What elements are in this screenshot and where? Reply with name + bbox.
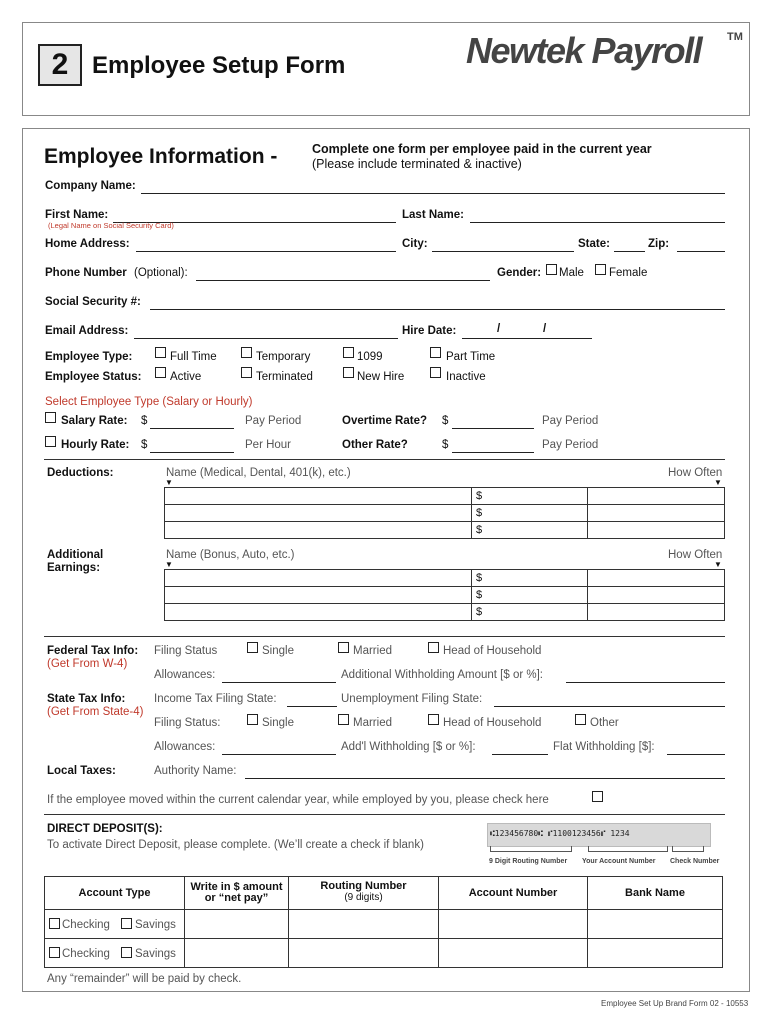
federal-filing-status-label: Filing Status	[154, 645, 218, 657]
earning-name-cell[interactable]	[165, 570, 472, 587]
deductions-name-arrow-icon: ▼	[165, 478, 173, 487]
status-new-hire-label: New Hire	[357, 371, 405, 383]
deduction-frequency-cell[interactable]	[588, 488, 725, 505]
one-form-note: Complete one form per employee paid in the current year	[312, 142, 652, 156]
col-account-number: Account Number	[439, 877, 588, 910]
table-header-row	[45, 877, 723, 910]
other-rate-label: Other Rate?	[342, 439, 408, 451]
divider-pay	[44, 459, 725, 460]
state-field[interactable]	[614, 239, 645, 252]
deductions-label: Deductions:	[47, 467, 114, 479]
email-label: Email Address:	[45, 325, 129, 337]
gender-male-checkbox[interactable]	[546, 264, 557, 275]
deductions-how-often-label: How Often	[668, 467, 723, 479]
earning-name-cell[interactable]	[165, 587, 472, 604]
legend-account: Your Account Number	[582, 858, 656, 865]
deduction-frequency-cell[interactable]	[588, 505, 725, 522]
state-other-label: Other	[590, 717, 619, 729]
divider-moved	[44, 814, 725, 815]
per-hour-label: Per Hour	[245, 439, 292, 451]
table-row	[165, 505, 725, 522]
row2-checking-checkbox[interactable]	[49, 947, 60, 958]
state-hoh-label: Head of Household	[443, 717, 542, 729]
overtime-rate-field[interactable]	[452, 416, 534, 429]
col-routing-number: Routing Number (9 digits)	[289, 877, 439, 910]
additional-earnings-label-2: Earnings:	[47, 562, 101, 574]
hire-date-label: Hire Date:	[402, 325, 457, 337]
gender-male-label: Male	[559, 267, 584, 279]
remainder-note: Any “remainder” will be paid by check.	[47, 973, 242, 985]
col-amount: Write in $ amount or “net pay”	[185, 877, 289, 910]
earning-frequency-cell[interactable]	[588, 604, 725, 621]
earnings-name-hint: Name (Bonus, Auto, etc.)	[166, 549, 295, 561]
deduction-name-cell[interactable]	[165, 522, 472, 539]
table-row	[165, 488, 725, 505]
income-filing-state-field[interactable]	[287, 694, 337, 707]
overtime-dollar: $	[442, 415, 449, 427]
hire-date-sep-1: /	[497, 323, 501, 335]
state-married-label: Married	[353, 717, 392, 729]
status-inactive-checkbox[interactable]	[430, 367, 441, 378]
last-name-label: Last Name:	[402, 209, 464, 221]
deduction-amount-cell[interactable]: $	[472, 522, 588, 539]
earning-amount-cell[interactable]: $	[472, 604, 588, 621]
state-tax-label: State Tax Info:	[47, 693, 126, 705]
phone-optional-label: (Optional):	[134, 267, 188, 279]
salary-pay-period-label: Pay Period	[245, 415, 302, 427]
other-rate-field[interactable]	[452, 440, 534, 453]
legend-routing: 9 Digit Routing Number	[489, 858, 568, 865]
email-field[interactable]	[134, 326, 398, 339]
row1-checking-checkbox[interactable]	[49, 918, 60, 929]
type-full-time-label: Full Time	[170, 351, 217, 363]
company-name-label: Company Name:	[45, 180, 136, 192]
check-micr-line: ⑆123456780⑆ ⑈1100123456⑈ 1234	[490, 829, 630, 838]
account-number-cell[interactable]	[439, 910, 588, 939]
ssn-field[interactable]	[150, 297, 725, 310]
gender-female-checkbox[interactable]	[595, 264, 606, 275]
federal-tax-source: (Get From W-4)	[47, 658, 128, 670]
hire-date-field[interactable]	[462, 326, 592, 339]
table-row	[45, 939, 723, 968]
deduction-name-cell[interactable]	[165, 505, 472, 522]
include-terminated-note: (Please include terminated & inactive)	[312, 157, 522, 171]
state-flat-withholding-field[interactable]	[667, 742, 725, 755]
company-name-field[interactable]	[141, 181, 725, 194]
federal-married-checkbox[interactable]	[338, 642, 349, 653]
phone-field[interactable]	[196, 268, 490, 281]
moved-checkbox[interactable]	[592, 791, 603, 802]
state-single-checkbox[interactable]	[247, 714, 258, 725]
hourly-dollar: $	[141, 439, 148, 451]
salary-rate-label: Salary Rate:	[61, 415, 128, 427]
deductions-table	[164, 487, 725, 539]
row2-savings-checkbox[interactable]	[121, 947, 132, 958]
last-name-field[interactable]	[470, 210, 725, 223]
employee-status-label: Employee Status:	[45, 371, 142, 383]
state-tax-source: (Get From State-4)	[47, 706, 144, 718]
state-allowances-label: Allowances:	[154, 741, 216, 753]
deduction-name-cell[interactable]	[165, 488, 472, 505]
federal-hoh-checkbox[interactable]	[428, 642, 439, 653]
additional-earnings-label-1: Additional	[47, 549, 104, 561]
federal-hoh-label: Head of Household	[443, 645, 542, 657]
state-label: State:	[578, 238, 610, 250]
federal-additional-field[interactable]	[566, 670, 725, 683]
status-terminated-label: Terminated	[256, 371, 313, 383]
row1-checking-label: Checking	[62, 919, 110, 931]
salary-dollar: $	[141, 415, 148, 427]
row2-savings-label: Savings	[135, 948, 176, 960]
deductions-how-often-arrow-icon: ▼	[714, 478, 722, 487]
step-number-badge: 2	[38, 44, 82, 86]
direct-deposit-title: DIRECT DEPOSIT(S):	[47, 823, 163, 835]
earnings-table	[164, 569, 725, 621]
home-address-field[interactable]	[136, 239, 396, 252]
hourly-rate-label: Hourly Rate:	[61, 439, 130, 451]
salary-rate-field[interactable]	[150, 416, 234, 429]
state-flat-withholding-label: Flat Withholding [$]:	[553, 741, 655, 753]
deduction-amount-cell[interactable]: $	[472, 505, 588, 522]
col-bank-name: Bank Name	[588, 877, 723, 910]
deduction-amount-cell[interactable]: $	[472, 488, 588, 505]
earnings-how-often-arrow-icon: ▼	[714, 560, 722, 569]
type-part-time-label: Part Time	[446, 351, 496, 363]
federal-tax-label: Federal Tax Info:	[47, 645, 139, 657]
section-title-employee-information: Employee Information -	[44, 145, 278, 168]
row1-savings-checkbox[interactable]	[121, 918, 132, 929]
state-addl-withholding-field[interactable]	[492, 742, 548, 755]
first-name-label: First Name:	[45, 209, 109, 221]
routing-number-cell[interactable]	[289, 910, 439, 939]
salary-checkbox[interactable]	[45, 412, 56, 423]
moved-note: If the employee moved within the current calendar year, while employed by you, please check here	[47, 794, 549, 806]
earning-amount-cell[interactable]: $	[472, 570, 588, 587]
type-1099-checkbox[interactable]	[343, 347, 354, 358]
status-inactive-label: Inactive	[446, 371, 486, 383]
state-single-label: Single	[262, 717, 294, 729]
table-row	[45, 910, 723, 939]
table-row	[165, 604, 725, 621]
check-number-bracket	[672, 846, 704, 852]
earning-name-cell[interactable]	[165, 604, 472, 621]
earnings-how-often-label: How Often	[668, 549, 723, 561]
deduction-frequency-cell[interactable]	[588, 522, 725, 539]
bank-name-cell[interactable]	[588, 939, 723, 968]
status-terminated-checkbox[interactable]	[241, 367, 252, 378]
divider-earnings	[44, 636, 725, 637]
overtime-pay-period-label: Pay Period	[542, 415, 599, 427]
type-temporary-checkbox[interactable]	[241, 347, 252, 358]
routing-number-cell[interactable]	[289, 939, 439, 968]
gender-female-label: Female	[609, 267, 648, 279]
type-full-time-checkbox[interactable]	[155, 347, 166, 358]
table-row	[165, 522, 725, 539]
state-married-checkbox[interactable]	[338, 714, 349, 725]
type-part-time-checkbox[interactable]	[430, 347, 441, 358]
type-temporary-label: Temporary	[256, 351, 311, 363]
state-hoh-checkbox[interactable]	[428, 714, 439, 725]
federal-married-label: Married	[353, 645, 392, 657]
amount-cell[interactable]	[185, 939, 289, 968]
account-type-cell	[45, 939, 185, 968]
brand-logo: Newtek Payroll	[466, 30, 702, 71]
zip-field[interactable]	[677, 239, 725, 252]
phone-label: Phone Number	[45, 267, 127, 279]
employee-type-label: Employee Type:	[45, 351, 133, 363]
unemployment-filing-state-field[interactable]	[494, 694, 725, 707]
overtime-rate-label: Overtime Rate?	[342, 415, 428, 427]
hourly-checkbox[interactable]	[45, 436, 56, 447]
bank-name-cell[interactable]	[588, 910, 723, 939]
account-type-cell	[45, 910, 185, 939]
hire-date-sep-2: /	[543, 323, 547, 335]
trademark: TM	[727, 31, 743, 43]
zip-label: Zip:	[648, 238, 670, 250]
legend-check-number: Check Number	[670, 858, 720, 865]
federal-single-label: Single	[262, 645, 294, 657]
routing-bracket	[490, 846, 572, 852]
account-number-cell[interactable]	[439, 939, 588, 968]
home-address-label: Home Address:	[45, 238, 130, 250]
first-name-hint: (Legal Name on Social Security Card)	[48, 221, 174, 230]
authority-name-label: Authority Name:	[154, 765, 237, 777]
account-bracket	[588, 846, 668, 852]
other-rate-dollar: $	[442, 439, 449, 451]
income-filing-state-label: Income Tax Filing State:	[154, 693, 277, 705]
form-footer: Employee Set Up Brand Form 02 - 10553	[601, 999, 749, 1008]
row2-checking-label: Checking	[62, 948, 110, 960]
state-other-checkbox[interactable]	[575, 714, 586, 725]
federal-additional-label: Additional Withholding Amount [$ or %]:	[341, 669, 544, 681]
city-label: City:	[402, 238, 428, 250]
state-filing-status-label: Filing Status:	[154, 717, 221, 729]
type-1099-label: 1099	[357, 351, 383, 363]
gender-label: Gender:	[497, 267, 542, 279]
col-account-type: Account Type	[45, 877, 185, 910]
earning-amount-cell[interactable]: $	[472, 587, 588, 604]
status-new-hire-checkbox[interactable]	[343, 367, 354, 378]
federal-allowances-label: Allowances:	[154, 669, 216, 681]
table-row	[165, 570, 725, 587]
earning-frequency-cell[interactable]	[588, 570, 725, 587]
authority-name-field[interactable]	[245, 766, 725, 779]
state-addl-withholding-label: Add'l Withholding [$ or %]:	[341, 741, 476, 753]
state-allowances-field[interactable]	[222, 742, 336, 755]
unemployment-filing-state-label: Unemployment Filing State:	[341, 693, 483, 705]
status-active-checkbox[interactable]	[155, 367, 166, 378]
status-active-label: Active	[170, 371, 202, 383]
local-taxes-label: Local Taxes:	[47, 765, 116, 777]
deductions-name-hint: Name (Medical, Dental, 401(k), etc.)	[166, 467, 351, 479]
page-title: Employee Setup Form	[92, 52, 346, 79]
amount-cell[interactable]	[185, 910, 289, 939]
table-row	[165, 587, 725, 604]
city-field[interactable]	[432, 239, 574, 252]
select-employee-type-note: Select Employee Type (Salary or Hourly)	[45, 396, 253, 408]
earnings-name-arrow-icon: ▼	[165, 560, 173, 569]
direct-deposit-note: To activate Direct Deposit, please complete. (We’ll create a check if blank)	[47, 839, 424, 851]
row1-savings-label: Savings	[135, 919, 176, 931]
federal-allowances-field[interactable]	[222, 670, 336, 683]
earning-frequency-cell[interactable]	[588, 587, 725, 604]
federal-single-checkbox[interactable]	[247, 642, 258, 653]
direct-deposit-table	[44, 876, 723, 968]
other-rate-pay-period-label: Pay Period	[542, 439, 599, 451]
hourly-rate-field[interactable]	[150, 440, 234, 453]
ssn-label: Social Security #:	[45, 296, 141, 308]
